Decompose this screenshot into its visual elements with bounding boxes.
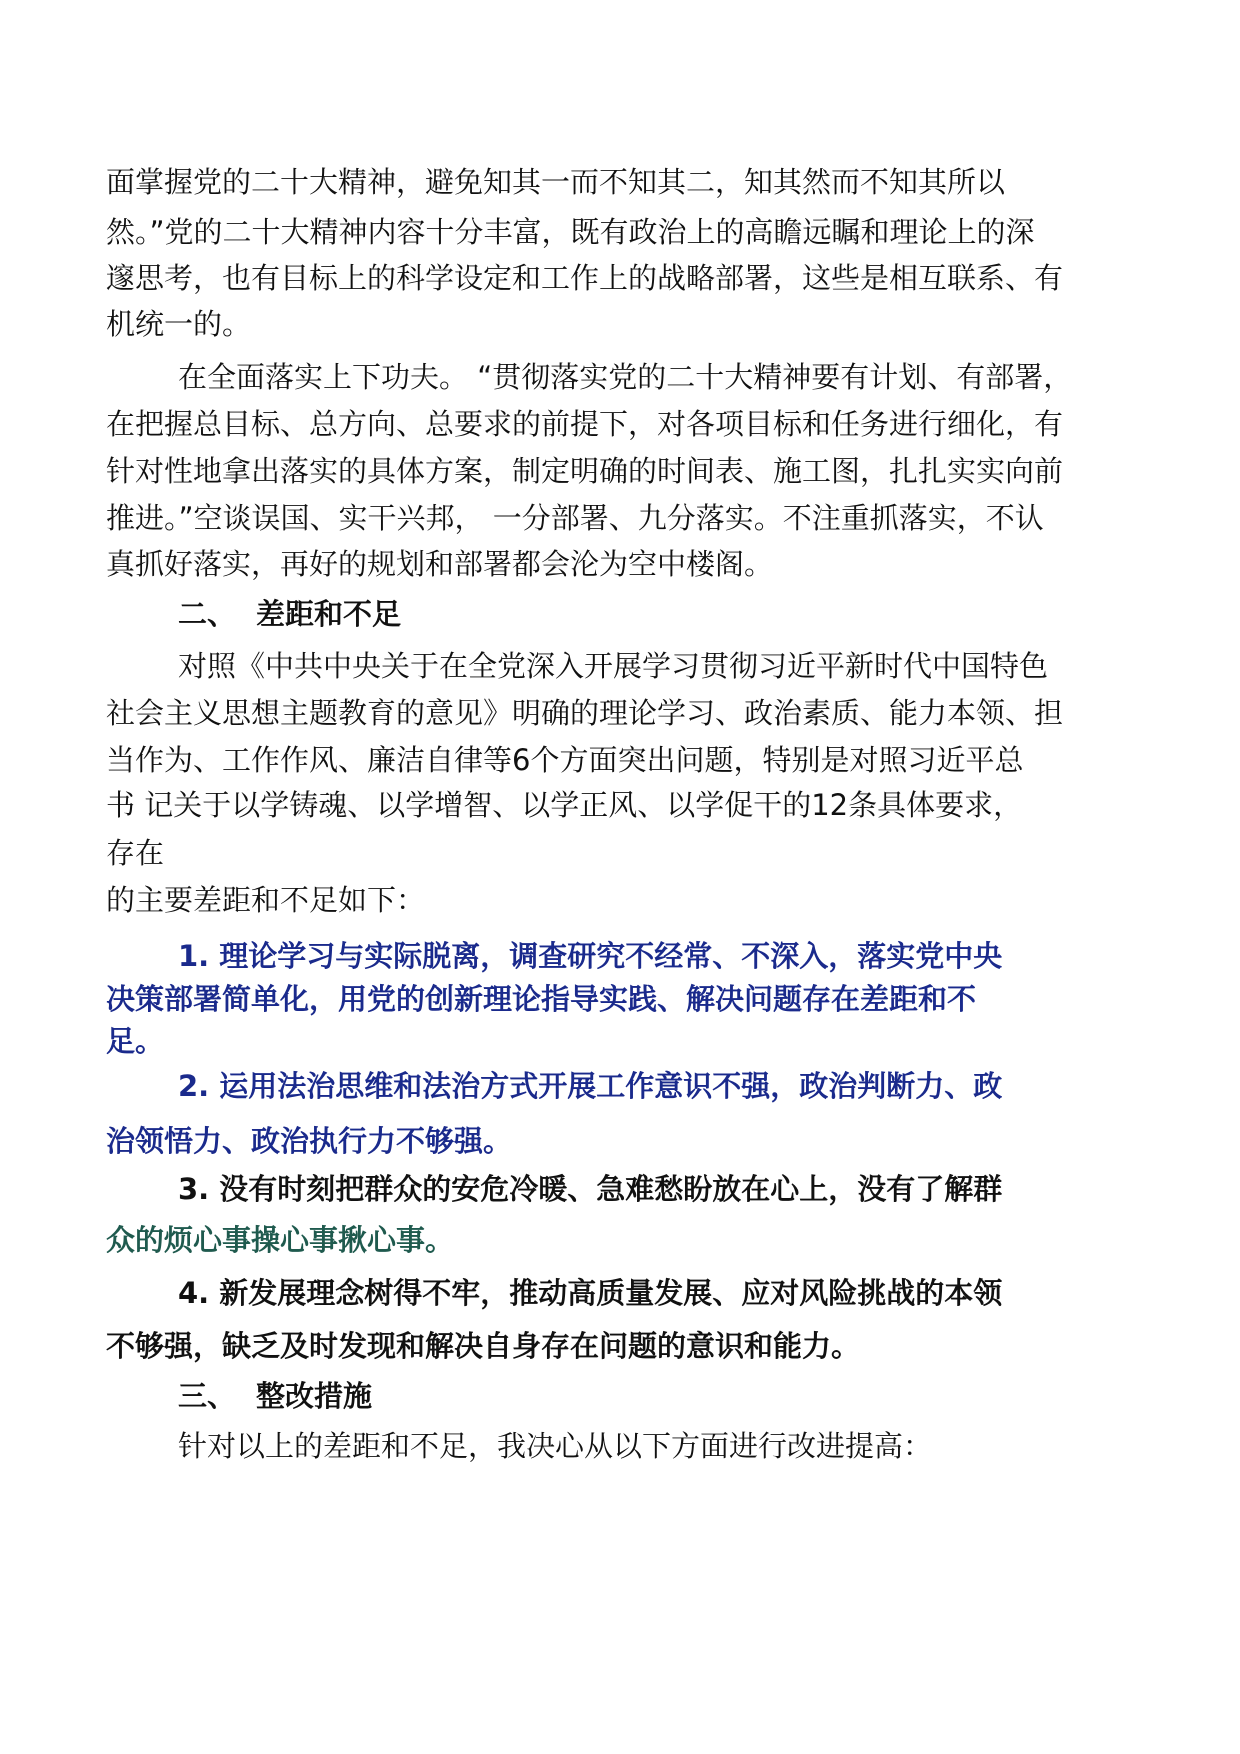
section-3-number: 三、 bbox=[178, 1379, 237, 1413]
paragraph-3-line-1: 对照《中共中央关于在全党深入开展学习贯彻习近平新时代中国特色 bbox=[178, 649, 1049, 683]
item-4-line-1: 4. 新发展理念树得不牢，推动高质量发展、应对风险挑战的本领 bbox=[178, 1276, 1003, 1310]
paragraph-3-line-3: 当作为、工作作风、廉洁自律等6个方面突出问题，特别是对照习近平总 bbox=[106, 743, 1024, 777]
paragraph-1-line-1: 面掌握党的二十大精神，避免知其一而不知其二，知其然而不知其所以 bbox=[106, 165, 1006, 199]
paragraph-2-line-1: 在全面落实上下功夫。 “贯彻落实党的二十大精神要有计划、有部署， bbox=[178, 360, 1073, 394]
item-3-line-1: 3. 没有时刻把群众的安危冷暖、急难愁盼放在心上，没有了解群 bbox=[178, 1172, 1003, 1206]
paragraph-1-line-2: 然。”党的二十大精神内容十分丰富，既有政治上的高瞻远瞩和理论上的深 bbox=[106, 215, 1035, 249]
paragraph-3-line-4: 书 记关于以学铸魂、以学增智、以学正风、以学促干的12条具体要求， bbox=[106, 788, 1023, 822]
section-2-number: 二、 bbox=[178, 597, 237, 631]
item-3-line-2: 众的烦心事操心事揪心事。 bbox=[106, 1223, 455, 1257]
item-1-line-3: 足。 bbox=[106, 1024, 165, 1058]
item-4-line-2: 不够强，缺乏及时发现和解决自身存在问题的意识和能力。 bbox=[106, 1329, 861, 1363]
paragraph-3-line-2: 社会主义思想主题教育的意见》明确的理论学习、政治素质、能力本领、担 bbox=[106, 696, 1064, 730]
paragraph-2-line-5: 真抓好落实，再好的规划和部署都会沦为空中楼阁。 bbox=[106, 547, 774, 581]
paragraph-2-line-3: 针对性地拿出落实的具体方案，制定明确的时间表、施工图，扎扎实实向前 bbox=[106, 454, 1064, 488]
paragraph-3-line-6: 的主要差距和不足如下： bbox=[106, 883, 426, 917]
item-2-line-1: 2. 运用法治思维和法治方式开展工作意识不强，政治判断力、政 bbox=[178, 1069, 1003, 1103]
paragraph-2-line-4: 推进。”空谈误国、实干兴邦， 一分部署、九分落实。不注重抓落实，不认 bbox=[106, 501, 1044, 535]
paragraph-2-line-2: 在把握总目标、总方向、总要求的前提下，对各项目标和任务进行细化，有 bbox=[106, 407, 1064, 441]
paragraph-3-line-5: 存在 bbox=[106, 836, 165, 870]
item-2-line-2: 治领悟力、政治执行力不够强。 bbox=[106, 1124, 513, 1158]
paragraph-1-line-3: 邃思考，也有目标上的科学设定和工作上的战略部署，这些是相互联系、有 bbox=[106, 261, 1064, 295]
section-3-title: 整改措施 bbox=[256, 1379, 373, 1413]
section-2-title: 差距和不足 bbox=[256, 597, 402, 631]
item-1-line-1: 1. 理论学习与实际脱离，调查研究不经常、不深入，落实党中央 bbox=[178, 939, 1003, 973]
paragraph-4-line-1: 针对以上的差距和不足，我决心从以下方面进行改进提高： bbox=[178, 1429, 933, 1463]
item-1-line-2: 决策部署简单化，用党的创新理论指导实践、解决问题存在差距和不 bbox=[106, 982, 977, 1016]
paragraph-1-line-4: 机统一的。 bbox=[106, 307, 252, 341]
